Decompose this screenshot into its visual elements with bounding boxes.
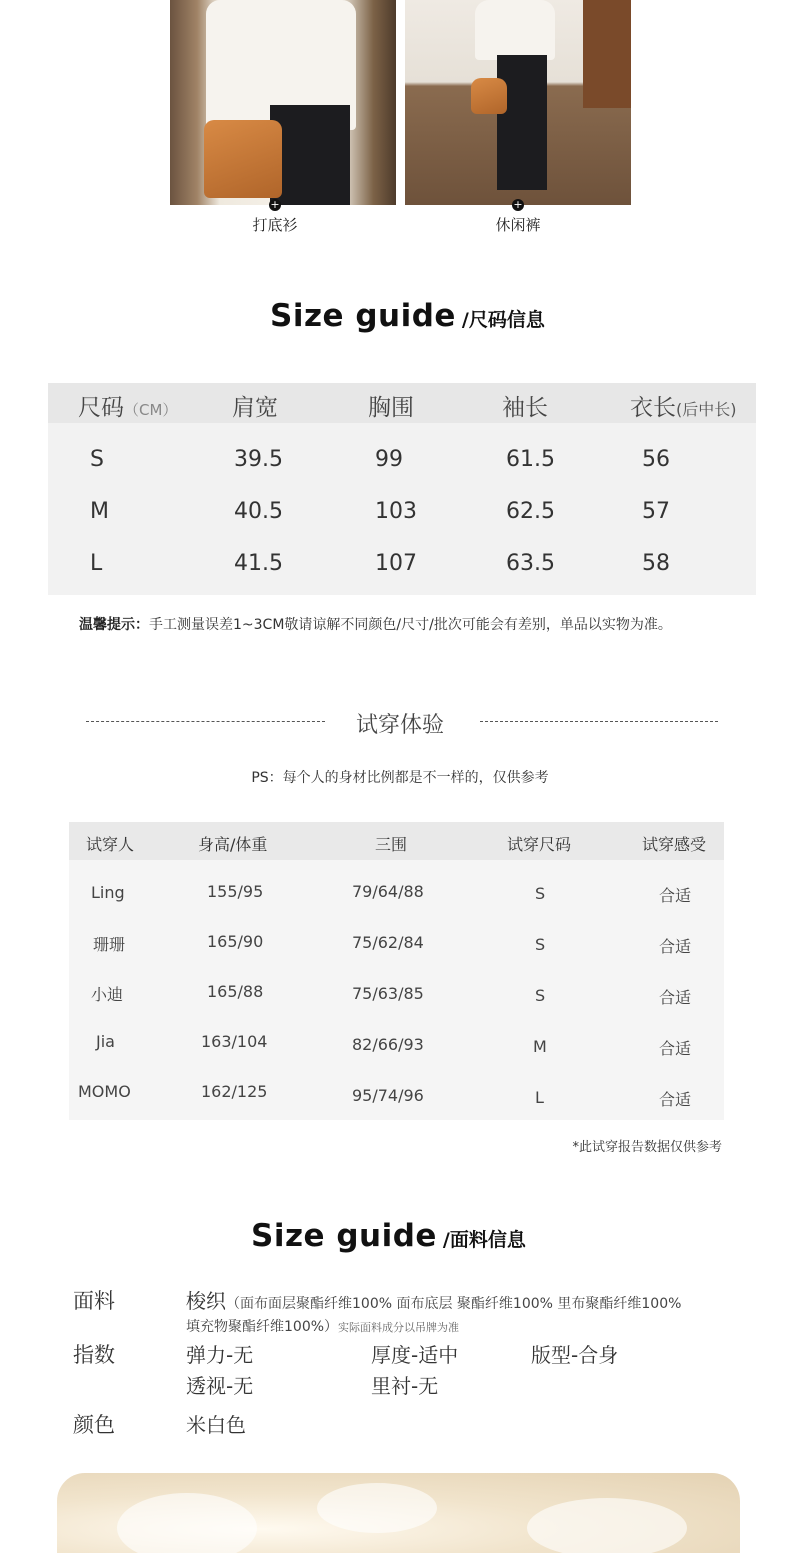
material-detail-2: 填充物聚酯纤维100%） (186, 1319, 339, 1335)
header-shoulder: 肩宽 (232, 395, 278, 421)
size-row-shoulder: 41.5 (234, 551, 283, 576)
plus-icon[interactable]: + (270, 198, 280, 211)
tryon-row-feel: 合适 (659, 988, 692, 1007)
size-guide-title-cn: /尺码信息 (461, 309, 545, 331)
size-row-length: 58 (642, 551, 670, 576)
fabric-title-cn: /面料信息 (442, 1229, 526, 1251)
tryon-row-bwh: 95/74/96 (352, 1086, 424, 1105)
tryon-row-bwh: 75/62/84 (352, 933, 424, 952)
tryon-row-bwh: 79/64/88 (352, 882, 424, 901)
fabric-guide-title (251, 1218, 526, 1254)
tryon-header-size: 试穿尺码 (507, 835, 572, 854)
tryon-header-person: 试穿人 (86, 835, 135, 854)
tryon-row-hw: 165/90 (207, 932, 264, 951)
tryon-row-name: 珊珊 (93, 935, 126, 954)
size-table-header (48, 383, 756, 423)
header-size: 尺码（CM） (78, 395, 178, 421)
tryon-row-feel: 合适 (659, 1090, 692, 1109)
tryon-row-name: Ling (91, 883, 125, 902)
size-guide-title (270, 298, 545, 334)
material-main: 梭织 (186, 1289, 226, 1313)
fabric-closeup-image (57, 1473, 740, 1553)
size-row-chest: 103 (375, 499, 417, 524)
index-label: 指数 (73, 1343, 115, 1367)
fabric-title-en: Size guide (251, 1218, 437, 1254)
tryon-row-size: S (535, 935, 546, 954)
tryon-row-hw: 162/125 (201, 1082, 268, 1101)
size-row-size: L (90, 551, 103, 576)
size-row-length: 56 (642, 447, 670, 472)
tryon-table (69, 822, 724, 1120)
size-table (48, 383, 756, 595)
tryon-row-bwh: 82/66/93 (352, 1035, 424, 1054)
tryon-header-height-weight: 身高/体重 (198, 835, 268, 854)
size-note (79, 614, 672, 634)
tryon-title: 试穿体验 (355, 713, 444, 738)
tryon-row-name: MOMO (78, 1082, 131, 1101)
size-row-shoulder: 39.5 (234, 447, 283, 472)
thickness: 厚度-适中 (371, 1343, 459, 1367)
tryon-row-hw: 165/88 (207, 982, 264, 1001)
material-value-line2 (186, 1312, 459, 1336)
tryon-row-size: S (535, 986, 546, 1005)
tryon-ps: PS：每个人的身材比例都是不一样的，仅供参考 (251, 770, 549, 786)
caption-left: 打底衫 (252, 216, 298, 234)
size-row-sleeve: 63.5 (506, 551, 555, 576)
size-row-chest: 107 (375, 551, 417, 576)
tryon-row-hw: 155/95 (207, 882, 264, 901)
color-value: 米白色 (186, 1413, 246, 1437)
tryon-table-header (69, 822, 724, 860)
size-row-sleeve: 62.5 (506, 499, 555, 524)
transparency: 透视-无 (186, 1374, 254, 1398)
tryon-row-name: Jia (96, 1032, 115, 1051)
tryon-row-size: S (535, 884, 546, 903)
elasticity: 弹力-无 (186, 1343, 254, 1367)
tryon-row-feel: 合适 (659, 1039, 692, 1058)
size-row-chest: 99 (375, 447, 403, 472)
size-row-shoulder: 40.5 (234, 499, 283, 524)
material-label: 面料 (73, 1289, 115, 1313)
header-sleeve: 袖长 (502, 395, 548, 421)
tryon-row-feel: 合适 (659, 886, 692, 905)
header-chest: 胸围 (368, 395, 414, 421)
divider-right (480, 721, 718, 722)
size-row-sleeve: 61.5 (506, 447, 555, 472)
tryon-row-hw: 163/104 (201, 1032, 268, 1051)
fit: 版型-合身 (531, 1343, 619, 1367)
plus-icon[interactable]: + (513, 198, 523, 211)
tryon-row-size: L (535, 1088, 544, 1107)
size-note-text: 手工测量误差1~3CM敬请谅解不同颜色/尺寸/批次可能会有差别，单品以实物为准。 (149, 617, 672, 633)
material-value (186, 1285, 681, 1314)
size-row-length: 57 (642, 499, 670, 524)
tryon-disclaimer: *此试穿报告数据仅供参考 (572, 1140, 722, 1155)
size-row-size: M (90, 499, 109, 524)
size-row-size: S (90, 447, 104, 472)
tryon-header-feel: 试穿感受 (642, 835, 707, 854)
header-length: 衣长(后中长) (630, 395, 737, 421)
size-guide-title-en: Size guide (270, 298, 456, 334)
tryon-row-name: 小迪 (91, 985, 124, 1004)
product-photo-right (405, 0, 631, 205)
caption-right: 休闲裤 (495, 216, 541, 234)
product-photo-left (170, 0, 396, 205)
color-label: 颜色 (73, 1413, 115, 1437)
tryon-header-measurements: 三围 (375, 835, 408, 854)
material-note: 实际面料成分以吊牌为准 (338, 1321, 460, 1334)
tryon-row-bwh: 75/63/85 (352, 984, 424, 1003)
tryon-row-feel: 合适 (659, 937, 692, 956)
lining: 里衬-无 (371, 1374, 439, 1398)
tryon-row-size: M (533, 1037, 547, 1056)
material-detail-1: （面布面层聚酯纤维100% 面布底层 聚酯纤维100% 里布聚酯纤维100% (226, 1296, 682, 1312)
size-note-label: 温馨提示： (79, 617, 149, 633)
